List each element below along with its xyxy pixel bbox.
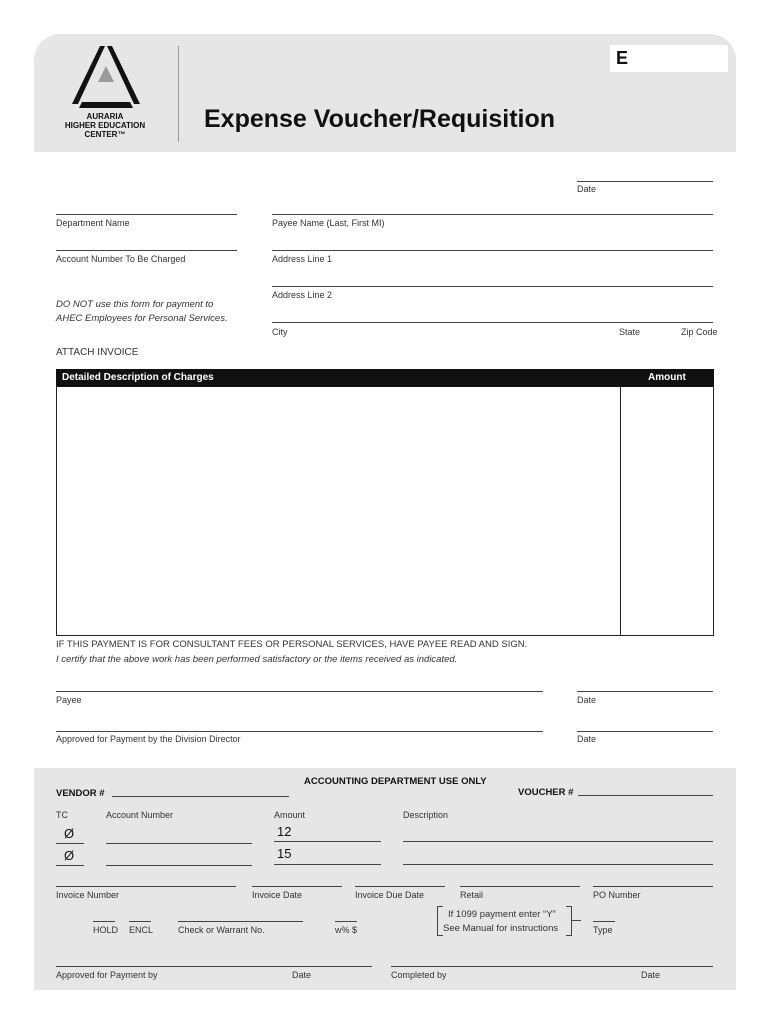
type-field[interactable] xyxy=(593,921,615,922)
amount-label: Amount xyxy=(274,810,306,820)
note-1099-line-2: See Manual for instructions xyxy=(443,923,559,934)
vendor-field[interactable] xyxy=(112,796,289,797)
account-number-field[interactable] xyxy=(106,843,252,844)
charges-description-field[interactable] xyxy=(57,388,619,633)
tc-value: Ø xyxy=(64,848,75,863)
payee-date-field[interactable] xyxy=(577,691,713,692)
amount-field[interactable] xyxy=(274,864,381,865)
type-label: Type xyxy=(593,925,613,935)
invoice-number-field[interactable] xyxy=(56,886,236,887)
director-signature-label: Approved for Payment by the Division Director xyxy=(56,734,241,744)
director-date-field[interactable] xyxy=(577,731,713,732)
payee-signature-label: Payee xyxy=(56,695,82,705)
accounting-section-title: ACCOUNTING DEPARTMENT USE ONLY xyxy=(304,776,487,787)
state-label: State xyxy=(619,327,641,337)
amount-value: 15 xyxy=(277,846,292,861)
employee-notice-line-2: AHEC Employees for Personal Services. xyxy=(56,313,228,324)
retail-label: Retail xyxy=(460,890,484,900)
account-label: Account Number To Be Charged xyxy=(56,254,186,264)
approved-by-label: Approved for Payment by xyxy=(56,970,158,980)
payee-signature-field[interactable] xyxy=(56,691,543,692)
account-field[interactable] xyxy=(56,250,237,251)
certification-instruction: IF THIS PAYMENT IS FOR CONSULTANT FEES OR PERSONAL SERVICES, HAVE PAYEE READ AND SIGN. xyxy=(56,639,528,650)
department-field[interactable] xyxy=(56,214,237,215)
completed-by-field[interactable] xyxy=(391,966,713,967)
payee-name-field[interactable] xyxy=(272,214,713,215)
vendor-label: VENDOR # xyxy=(56,788,105,799)
po-number-field[interactable] xyxy=(593,886,713,887)
logo-wordmark xyxy=(52,112,158,139)
zip-label: Zip Code xyxy=(681,327,718,337)
note-1099-line-1: If 1099 payment enter “Y” xyxy=(448,909,556,920)
auraria-logo-icon xyxy=(70,44,142,110)
invoice-date-field[interactable] xyxy=(252,886,342,887)
description-field[interactable] xyxy=(403,864,713,865)
date-label: Date xyxy=(577,184,597,194)
address-line-1-label: Address Line 1 xyxy=(272,254,333,264)
accounting-section xyxy=(34,768,736,990)
completed-by-label: Completed by xyxy=(391,970,447,980)
completed-date-label: Date xyxy=(641,970,661,980)
header-divider xyxy=(178,46,179,142)
certification-statement: I certify that the above work has been performed satisfactory or the items received as indicated. xyxy=(56,654,458,665)
city-label: City xyxy=(272,327,288,337)
logo-line-2: HIGHER EDUCATION xyxy=(64,121,146,130)
payee-name-label: Payee Name (Last, First MI) xyxy=(272,218,385,228)
city-state-zip-field[interactable] xyxy=(272,322,713,323)
department-label: Department Name xyxy=(56,218,130,228)
voucher-field[interactable] xyxy=(578,795,713,796)
address-line-2-label: Address Line 2 xyxy=(272,290,333,300)
logo-line-1: AURARIA xyxy=(86,112,124,121)
w-amount-field[interactable] xyxy=(335,921,357,922)
form-letter: E xyxy=(616,48,629,68)
page-title: Expense Voucher/Requisition xyxy=(204,105,556,133)
description-field[interactable] xyxy=(403,841,713,842)
address-line-1-field[interactable] xyxy=(272,250,713,251)
charges-column-divider xyxy=(620,387,621,635)
bracket-pointer xyxy=(571,920,581,921)
amount-field[interactable] xyxy=(274,841,381,842)
attach-invoice-label: ATTACH INVOICE xyxy=(56,347,139,358)
tc-field[interactable] xyxy=(56,865,84,866)
address-line-2-field[interactable] xyxy=(272,286,713,287)
retail-field[interactable] xyxy=(460,886,580,887)
payee-date-label: Date xyxy=(577,695,597,705)
charges-description-header: Detailed Description of Charges xyxy=(62,372,214,383)
hold-field[interactable] xyxy=(93,921,115,922)
description-label: Description xyxy=(403,810,449,820)
approved-date-label: Date xyxy=(292,970,312,980)
hold-label: HOLD xyxy=(93,925,119,935)
account-number-label: Account Number xyxy=(106,810,174,820)
employee-notice xyxy=(56,298,228,326)
encl-label: ENCL xyxy=(129,925,154,935)
invoice-number-label: Invoice Number xyxy=(56,890,120,900)
invoice-due-date-field[interactable] xyxy=(355,886,445,887)
tc-value: Ø xyxy=(64,826,75,841)
logo-line-3: CENTER™ xyxy=(84,130,126,139)
charges-amount-header: Amount xyxy=(648,372,686,383)
charges-amount-field[interactable] xyxy=(622,388,712,633)
invoice-date-label: Invoice Date xyxy=(252,890,303,900)
director-date-label: Date xyxy=(577,734,597,744)
po-number-label: PO Number xyxy=(593,890,641,900)
employee-notice-line-1: DO NOT use this form for payment to xyxy=(56,299,214,310)
invoice-due-date-label: Invoice Due Date xyxy=(355,890,425,900)
check-number-field[interactable] xyxy=(178,921,303,922)
encl-field[interactable] xyxy=(129,921,151,922)
tc-label: TC xyxy=(56,810,68,820)
right-bracket xyxy=(566,906,572,936)
director-signature-field[interactable] xyxy=(56,731,543,732)
voucher-label: VOUCHER # xyxy=(518,787,574,798)
check-number-label: Check or Warrant No. xyxy=(178,925,265,935)
w-amount-label: w% $ xyxy=(335,925,358,935)
date-field[interactable] xyxy=(577,181,713,182)
account-number-field[interactable] xyxy=(106,865,252,866)
tc-field[interactable] xyxy=(56,843,84,844)
approved-by-field[interactable] xyxy=(56,966,372,967)
amount-value: 12 xyxy=(277,824,292,839)
